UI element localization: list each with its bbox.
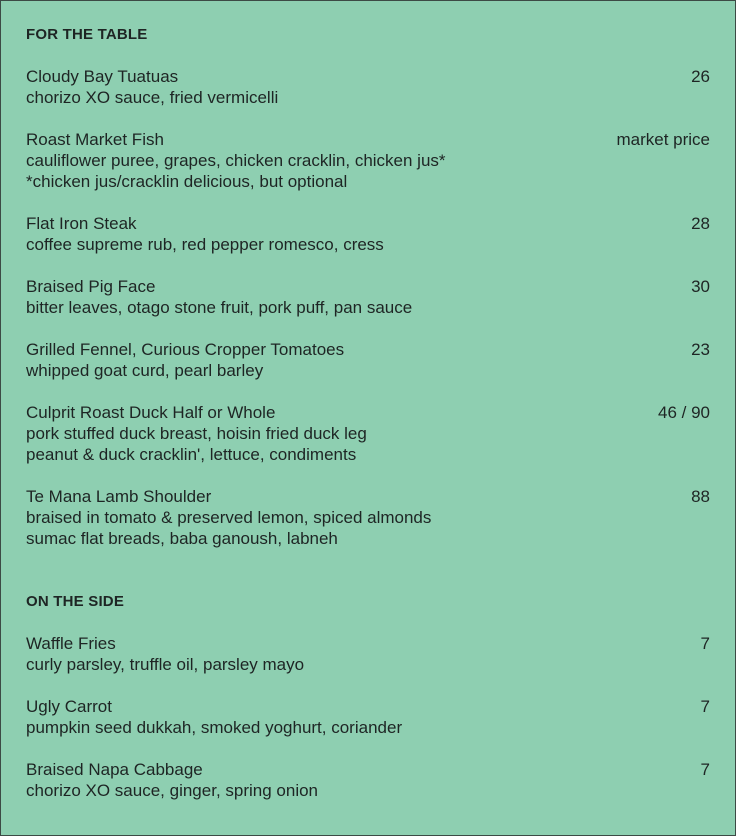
- item-price: market price: [616, 130, 710, 149]
- item-price: 7: [700, 634, 710, 653]
- item-name: Grilled Fennel, Curious Cropper Tomatoes: [26, 340, 345, 359]
- item-price: 26: [691, 67, 710, 86]
- menu-item: [26, 339, 710, 381]
- menu-item: [26, 276, 710, 318]
- item-price: 88: [691, 487, 710, 506]
- item-price: 30: [691, 277, 710, 296]
- item-description: whipped goat curd, pearl barley: [26, 361, 264, 380]
- item-description: *chicken jus/cracklin delicious, but optional: [26, 172, 348, 191]
- item-price: 23: [691, 340, 710, 359]
- item-description: coffee supreme rub, red pepper romesco, cress: [26, 235, 384, 254]
- item-name: Ugly Carrot: [26, 697, 112, 716]
- item-description: peanut & duck cracklin', lettuce, condiments: [26, 445, 357, 464]
- item-description: chorizo XO sauce, ginger, spring onion: [26, 781, 319, 800]
- item-name: Te Mana Lamb Shoulder: [26, 487, 212, 506]
- menu-item: [26, 486, 710, 549]
- item-description: braised in tomato & preserved lemon, spiced almonds: [26, 508, 432, 527]
- menu-item: [26, 129, 710, 192]
- menu-item: [26, 66, 710, 108]
- item-name: Cloudy Bay Tuatuas: [26, 67, 179, 86]
- section-title-for-the-table: FOR THE TABLE: [26, 26, 148, 43]
- menu-item: [26, 696, 710, 738]
- item-name: Braised Napa Cabbage: [26, 760, 203, 779]
- item-description: chorizo XO sauce, fried vermicelli: [26, 88, 279, 107]
- item-price: 46 / 90: [658, 403, 710, 422]
- section-title-on-the-side: ON THE SIDE: [26, 593, 125, 610]
- item-description: pumpkin seed dukkah, smoked yoghurt, coriander: [26, 718, 403, 737]
- item-name: Waffle Fries: [26, 634, 116, 653]
- menu-item: [26, 213, 710, 255]
- item-description: cauliflower puree, grapes, chicken cracklin, chicken jus*: [26, 151, 446, 170]
- item-price: 7: [700, 697, 710, 716]
- menu-item: [26, 402, 710, 465]
- item-name: Culprit Roast Duck Half or Whole: [26, 403, 276, 422]
- item-name: Flat Iron Steak: [26, 214, 137, 233]
- menu-item: [26, 633, 710, 675]
- item-price: 7: [700, 760, 710, 779]
- item-description: bitter leaves, otago stone fruit, pork puff, pan sauce: [26, 298, 413, 317]
- menu-item: [26, 759, 710, 801]
- item-description: pork stuffed duck breast, hoisin fried duck leg: [26, 424, 367, 443]
- item-name: Roast Market Fish: [26, 130, 164, 149]
- item-name: Braised Pig Face: [26, 277, 156, 296]
- item-price: 28: [691, 214, 710, 233]
- item-description: curly parsley, truffle oil, parsley mayo: [26, 655, 305, 674]
- item-description: sumac flat breads, baba ganoush, labneh: [26, 529, 338, 548]
